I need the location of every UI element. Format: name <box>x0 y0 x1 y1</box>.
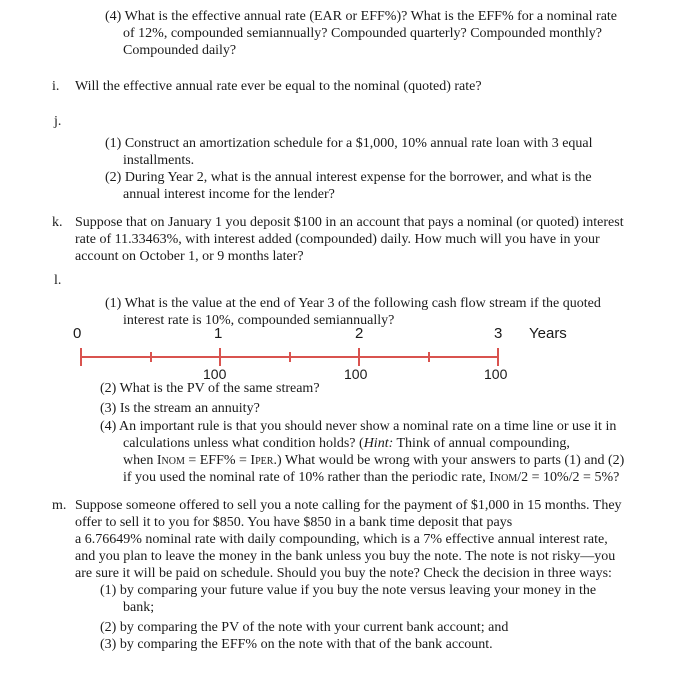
item-l-label: l. <box>54 273 62 288</box>
timeline-tick-2-5 <box>428 352 430 362</box>
item-l-sub4-line-2-rest: Think of annual compounding, <box>393 436 570 451</box>
formula-text: .) What would be wrong with your answers to parts (1) and (2) <box>273 453 625 468</box>
timeline-tick-1 <box>219 348 221 366</box>
item-j-sub2-line-2: annual interest income for the lender? <box>123 187 335 202</box>
timeline-period-3: 3 <box>494 325 503 342</box>
question-4-line-3: Compounded daily? <box>123 43 237 58</box>
timeline-tick-2 <box>358 348 360 366</box>
item-l-sub4-line-2-text: calculations unless what condition holds? ( <box>123 436 364 451</box>
timeline-cash-flow-2: 100 <box>344 366 368 382</box>
item-k-line-2: rate of 11.33463%, with interest added (compounded) daily. How much will you have in your <box>75 232 600 247</box>
timeline-cash-flow-3: 100 <box>484 366 508 382</box>
item-m-line-1: Suppose someone offered to sell you a note calling for the payment of $1,000 in 15 months. They <box>75 498 622 513</box>
item-m-label: m. <box>52 498 67 513</box>
item-l-sub1-line-1: (1) What is the value at the end of Year 3 of the following cash flow stream if the quoted <box>105 296 601 311</box>
timeline-period-2: 2 <box>355 325 364 342</box>
timeline-tick-0-5 <box>150 352 152 362</box>
subscript-nom: NOM <box>493 473 518 484</box>
item-i-label: i. <box>52 79 60 94</box>
item-j-sub2-line-1: (2) During Year 2, what is the annual interest expense for the borrower, and what is the <box>105 170 592 185</box>
timeline-axis-label: Years <box>529 325 567 342</box>
item-l-sub4-line-2 <box>123 435 570 452</box>
formula-text: if you used the nominal rate of 10% rather than the periodic rate, I <box>123 470 494 485</box>
item-l-sub3: (3) Is the stream an annuity? <box>100 401 260 416</box>
item-m-line-2: offer to sell it to you for $850. You have $850 in a bank time deposit that pays <box>75 515 513 530</box>
item-l-sub2: (2) What is the PV of the same stream? <box>100 381 320 396</box>
item-m-line-3: a 6.76649% nominal rate with daily compounding, which is a 7% effective annual interest rate, <box>75 532 608 547</box>
subscript-per: PER <box>255 456 274 467</box>
formula-text: /2 = 10%/2 = 5%? <box>517 470 620 485</box>
item-k-line-3: account on October 1, or 9 months later? <box>75 249 304 264</box>
item-k-line-1: Suppose that on January 1 you deposit $100 in an account that pays a nominal (or quoted) interest <box>75 215 624 230</box>
formula-text: when I <box>123 453 162 468</box>
item-j-sub1-line-1: (1) Construct an amortization schedule for a $1,000, 10% annual rate loan with 3 equal <box>105 136 593 151</box>
hint-label: Hint: <box>363 436 394 451</box>
item-j-label: j. <box>54 114 62 129</box>
timeline-tick-0 <box>80 348 82 366</box>
subscript-nom: NOM <box>161 456 185 467</box>
timeline-tick-3 <box>497 348 499 366</box>
item-m-sub3: (3) by comparing the EFF% on the note with that of the bank account. <box>100 637 493 652</box>
timeline-period-0: 0 <box>73 325 82 342</box>
item-m-sub2: (2) by comparing the PV of the note with your current bank account; and <box>100 620 509 635</box>
formula-text: = EFF% = I <box>184 453 256 468</box>
item-j-sub1-line-2: installments. <box>123 153 195 168</box>
item-i-text: Will the effective annual rate ever be equal to the nominal (quoted) rate? <box>75 79 482 94</box>
question-4-line-1: (4) What is the effective annual rate (EAR or EFF%)? What is the EFF% for a nominal rate <box>105 9 618 24</box>
item-l-sub4-line-3 <box>123 452 624 470</box>
question-4-line-2: of 12%, compounded semiannually? Compounded quarterly? Compounded monthly? <box>123 26 603 41</box>
item-l-sub1-line-2: interest rate is 10%, compounded semiannually? <box>123 313 395 328</box>
timeline-tick-1-5 <box>289 352 291 362</box>
item-l-sub4-line-4 <box>123 469 619 487</box>
item-k-label: k. <box>52 215 63 230</box>
item-l-sub4-line-1: (4) An important rule is that you should never show a nominal rate on a time line or use it in <box>100 419 617 434</box>
item-m-sub1-line-2: bank; <box>123 600 155 615</box>
timeline-cash-flow-1: 100 <box>203 366 227 382</box>
item-m-sub1-line-1: (1) by comparing your future value if you buy the note versus leaving your money in the <box>100 583 597 598</box>
timeline-period-1: 1 <box>214 325 223 342</box>
item-m-line-5: are sure it will be paid on schedule. Should you buy the note? Check the decision in three ways: <box>75 566 612 581</box>
item-m-line-4: and you plan to leave the money in the bank unless you buy the note. The note is not risky—you <box>75 549 616 564</box>
